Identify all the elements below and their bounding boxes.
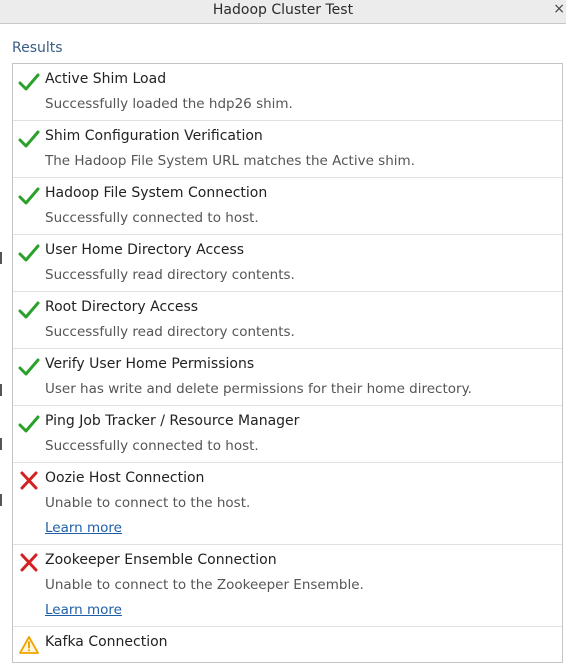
check-icon [18,129,40,149]
test-result-row [13,545,562,627]
test-description: Successfully loaded the hdp26 shim. [45,96,293,112]
test-name: User Home Directory Access [45,242,245,258]
test-result-row [13,178,562,235]
title-bar [0,0,566,24]
edge-mark [0,384,2,396]
test-result-row [13,64,562,121]
test-description: Successfully connected to host. [45,438,259,454]
x-icon [18,471,40,491]
test-name: Shim Configuration Verification [45,128,263,144]
test-description: Unable to connect to the host. [45,495,251,511]
test-description: Unable to connect to the Zookeeper Ensemble. [45,577,364,593]
edge-mark [0,494,2,506]
test-name: Ping Job Tracker / Resource Manager [45,413,300,429]
window-title: Hadoop Cluster Test [212,2,354,18]
test-description: The Hadoop File System URL matches the Active shim. [45,153,415,169]
test-name: Zookeeper Ensemble Connection [45,552,277,568]
test-result-row [13,292,562,349]
test-name: Kafka Connection [45,634,168,650]
test-description: Successfully read directory contents. [45,267,295,283]
test-result-row [13,463,562,545]
test-result-row [13,121,562,178]
check-icon [18,300,40,320]
x-icon [18,553,40,573]
check-icon [18,72,40,92]
edge-mark [0,252,2,264]
test-description: Successfully connected to host. [45,210,259,226]
test-result-row [13,349,562,406]
results-label: Results [12,40,63,56]
check-icon [18,414,40,434]
test-name: Root Directory Access [45,299,199,315]
close-icon[interactable]: × [553,1,565,17]
check-icon [18,243,40,263]
check-icon [18,186,40,206]
test-result-row [13,406,562,463]
learn-more-link[interactable]: Learn more [45,602,122,618]
test-name: Active Shim Load [45,71,167,87]
test-name: Hadoop File System Connection [45,185,268,201]
test-description: Successfully read directory contents. [45,324,295,340]
test-name: Verify User Home Permissions [45,356,255,372]
test-result-row [13,627,562,663]
test-name: Oozie Host Connection [45,470,205,486]
test-result-row [13,235,562,292]
test-description: User has write and delete permissions for their home directory. [45,381,472,397]
check-icon [18,357,40,377]
results-list[interactable] [12,63,563,663]
background-window-edge [0,24,5,656]
warning-icon [18,635,40,655]
learn-more-link[interactable]: Learn more [45,520,122,536]
edge-mark [0,438,2,450]
